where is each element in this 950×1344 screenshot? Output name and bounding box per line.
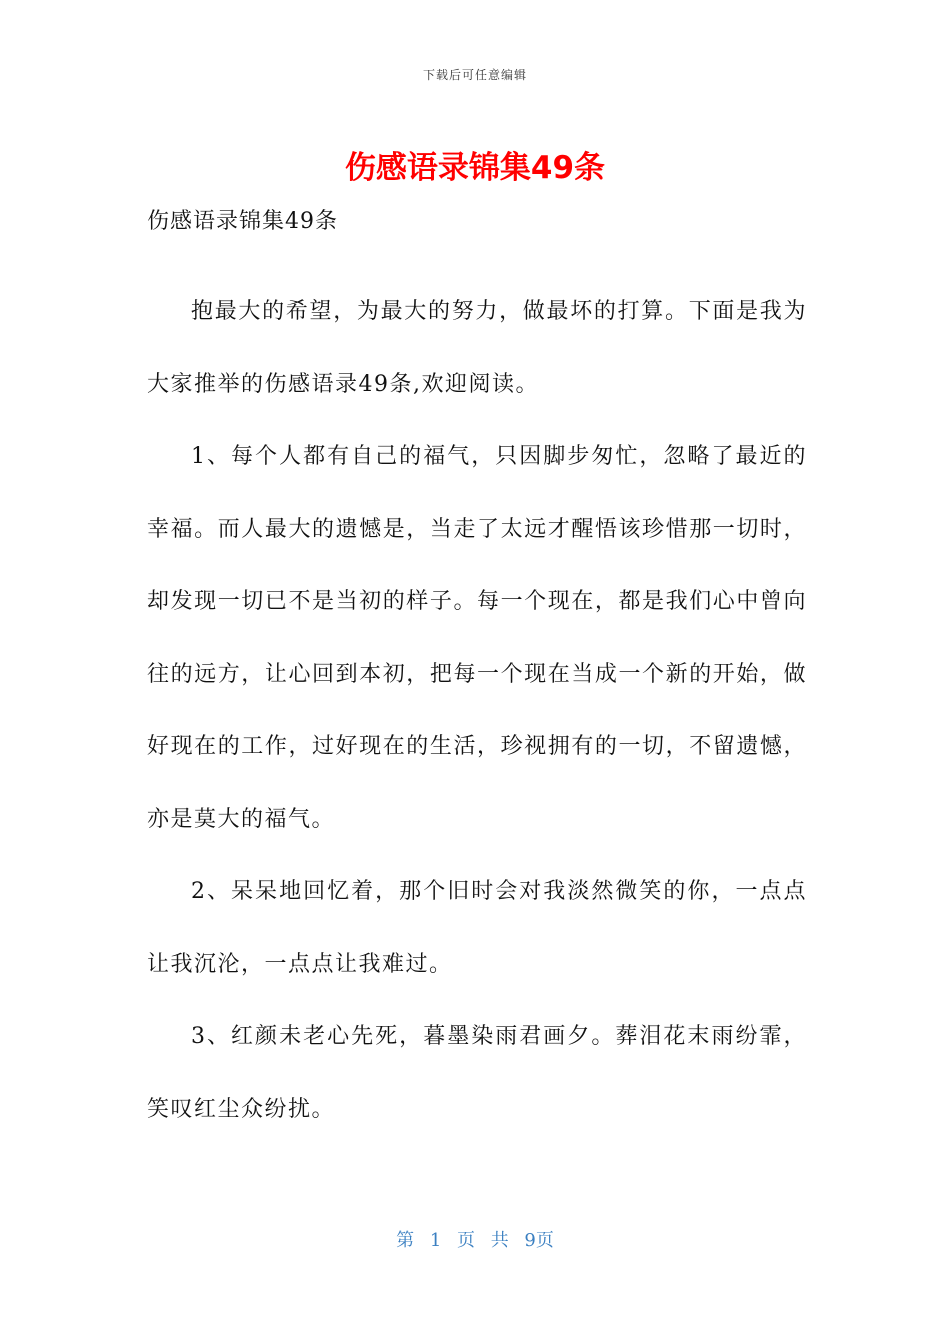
paragraph-intro: 抱最大的希望，为最大的努力，做最坏的打算。下面是我为大家推举的伤感语录49条,欢迎阅读。 bbox=[147, 299, 807, 397]
header-note: 下载后可任意编辑 bbox=[422, 68, 527, 82]
document-subtitle: 伤感语录锦集49条 bbox=[147, 209, 338, 234]
paragraph-item-3: 3、红颜未老心先死，暮墨染雨君画夕。葬泪花末雨纷霏，笑叹红尘众纷扰。 bbox=[147, 1024, 807, 1122]
page-number-footer: 第 1 页 共 9页 bbox=[396, 1230, 554, 1251]
paragraph-item-2: 2、呆呆地回忆着，那个旧时会对我淡然微笑的你，一点点让我沉沦，一点点让我难过。 bbox=[147, 879, 807, 977]
document-body bbox=[147, 276, 807, 1146]
paragraph-item-1: 1、每个人都有自己的福气，只因脚步匆忙，忽略了最近的幸福。而人最大的遗憾是，当走了太远才醒悟该珍惜那一切时，却发现一切已不是当初的样子。每一个现在，都是我们心中曾向往的远方，让心回到本初，把每一个现在当成一个新的开始，做好现在的工作，过好现在的生活，珍视拥有的一切，不留遗憾，亦是莫大的福气。 bbox=[147, 444, 807, 832]
document-title: 伤感语录锦集49条 bbox=[344, 150, 606, 186]
